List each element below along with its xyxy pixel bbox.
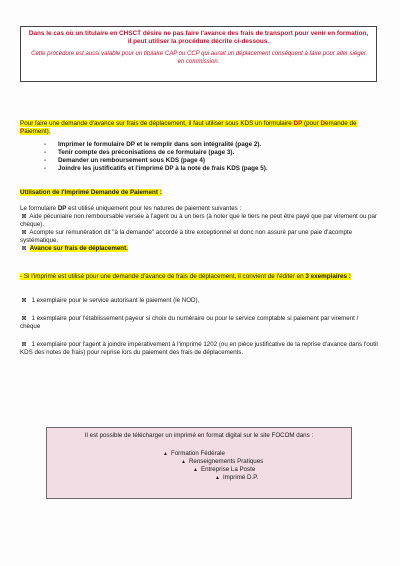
copy-text: 1 exemplaire pour le service autorisant le paiement (le NOD), xyxy=(31,297,200,304)
path-item xyxy=(181,458,263,466)
download-box xyxy=(46,427,352,499)
usage-item xyxy=(20,213,380,229)
usage-item-text: Avance sur frais de déplacement. xyxy=(29,245,128,252)
path-item xyxy=(163,450,225,458)
copy-item xyxy=(20,297,380,305)
triangle-icon: ▲ xyxy=(163,451,168,457)
intro-paragraph xyxy=(20,120,380,136)
usage-item xyxy=(20,245,380,253)
copy-item xyxy=(20,315,380,331)
triangle-icon: ▲ xyxy=(215,475,220,481)
download-intro: Il est possible de télécharger un imprimé en format digital sur le site FOCOM dans : xyxy=(84,432,314,439)
step-item: - Imprimer le formulaire DP et le remplir dans son intégralité (page 2). xyxy=(44,141,374,149)
intro-highlight xyxy=(20,120,357,135)
path-item xyxy=(215,474,258,482)
usage-item-text: Acompte sur rémunération dit "à la demande" accordé à titre exceptionnel et donc non assuré par une paie d'acompte systématique. xyxy=(20,229,353,244)
intro-paren: (pour xyxy=(302,120,321,127)
usage-title xyxy=(20,189,162,197)
edit-text: - Si l'imprimé est utilisé pour une demande d'avance de frais de déplacement, il convient de l'éditer en xyxy=(20,273,306,280)
copy-item xyxy=(20,341,380,357)
p-letter: P xyxy=(20,128,25,135)
edit-instruction xyxy=(20,273,380,281)
copy-text: 1 exemplaire pour l'établissement payeur si choix du numéraire ou pour le service comptable si paiement par virement / chèque xyxy=(20,315,359,330)
d-letter: D xyxy=(320,120,326,127)
notice-line-1: Dans le cas où un titulaire en CHSCT désire ne pas faire l'avance des frais de transport pour venir en formation, il peut utiliser la procédure décrite ci-dessous. xyxy=(28,30,369,45)
notice-line-2: Cette procédure est aussi valable pour un titulaire CAP ou CCP qui aurait un déplacement conséquent à faire pour aller siéger en commission. xyxy=(31,51,366,65)
path-label: Imprimé D.P. xyxy=(222,474,259,481)
dp-bold: DP xyxy=(57,205,67,212)
triangle-icon: ▲ xyxy=(193,467,198,473)
checkbox-star-icon: ⊠ xyxy=(21,214,27,220)
checkbox-star-icon: ⊠ xyxy=(21,316,27,322)
checkbox-star-icon: ⊠ xyxy=(21,246,27,252)
usage-line xyxy=(20,205,380,213)
copy-text: 1 exemplaire pour l'agent à joindre impérativement à l'imprimé 1202 (ou en pièce justificative de la reprise d'avance dans l'outil KDS des notes de frais) pour reprise lors du paiement des frais de déplacements. xyxy=(20,341,378,356)
edit-highlight xyxy=(20,273,351,280)
step-item: - Joindre les justificatifs et l'imprimé DP à la note de frais KDS (page 5). xyxy=(44,165,374,173)
edit-bold: 3 exemplaires : xyxy=(305,273,351,280)
path-item xyxy=(193,466,255,474)
usage-title-text: Utilisation de l'Imprimé Demande de Paiement : xyxy=(20,189,162,196)
checkbox-star-icon: ⊠ xyxy=(21,342,27,348)
path-label: Entreprise La Poste xyxy=(200,466,256,473)
path-label: Renseignements Pratiques xyxy=(188,458,264,465)
path-label: Formation Fédérale xyxy=(170,450,225,457)
intro-text: Pour faire une demande d'avance sur frais de déplacement, il faut utiliser sous KDS un formulaire xyxy=(20,120,294,127)
triangle-icon: ▲ xyxy=(181,459,186,465)
step-item: - Tenir compte des préconisations de ce formulaire (page 3). xyxy=(44,149,374,157)
usage-text: Le formulaire xyxy=(20,205,58,212)
step-item: - Demander un remboursement sous KDS (page 4) xyxy=(44,157,374,165)
checkbox-star-icon: ⊠ xyxy=(21,298,27,304)
aiement-text: aiement xyxy=(24,128,47,135)
usage-item-text: Aide pécuniaire non remboursable versée à l'agent ou à un tiers (à noter que le tiers ne peut être payé que par virement ou par chèque). xyxy=(20,213,377,228)
usage-text: est utilisé uniquement pour les natures de paiement suivantes : xyxy=(66,205,242,212)
usage-block xyxy=(20,205,380,253)
notice-box xyxy=(20,26,377,82)
usage-item xyxy=(20,229,380,245)
dp-label: DP xyxy=(293,120,303,127)
intro-paren-close: ). xyxy=(46,128,51,135)
steps-list xyxy=(44,141,374,173)
emande-text: emande de xyxy=(325,120,357,127)
checkbox-star-icon: ⊠ xyxy=(21,230,27,236)
